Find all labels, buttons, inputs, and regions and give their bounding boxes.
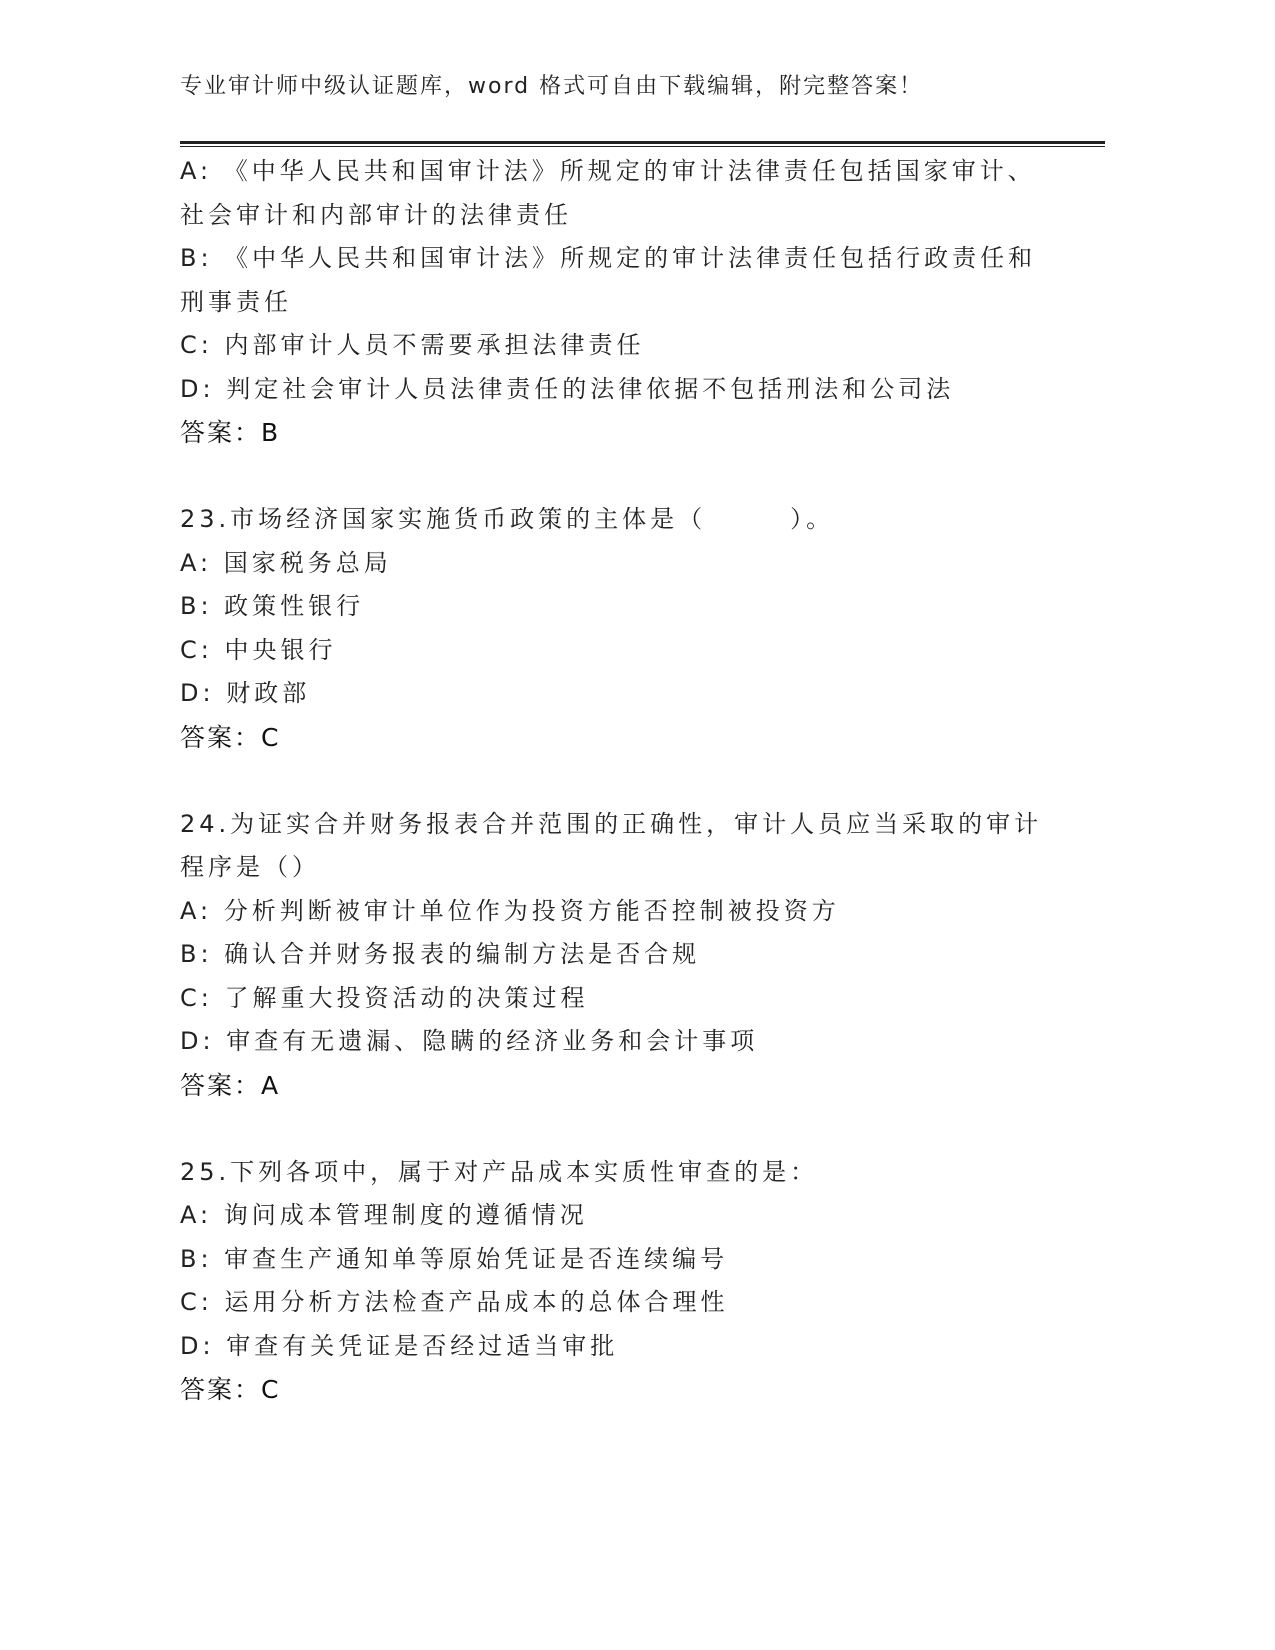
option-b-line-1: B: 《中华人民共和国审计法》所规定的审计法律责任包括行政责任和 [180, 244, 1037, 272]
header-rule-thin [180, 146, 1105, 147]
spacer [180, 1107, 1080, 1151]
answer: 答案：C [180, 1375, 281, 1404]
question-24 [180, 803, 1080, 1108]
spacer [180, 455, 1080, 499]
option-a-line-1: A: 《中华人民共和国审计法》所规定的审计法律责任包括国家审计、 [180, 157, 1036, 185]
question-25 [180, 1151, 1080, 1412]
document-body [180, 150, 1080, 1412]
answer: 答案：A [180, 1070, 281, 1100]
option-b: B: 审查生产通知单等原始凭证是否连续编号 [180, 1244, 729, 1273]
option-c: C: 运用分析方法检查产品成本的总体合理性 [180, 1288, 729, 1316]
option-a: A: 国家税务总局 [180, 548, 392, 577]
option-a: A: 询问成本管理制度的遵循情况 [180, 1201, 588, 1229]
question-23 [180, 498, 1080, 759]
question-stem: 23.市场经济国家实施货币政策的主体是（ ）。 [180, 505, 835, 533]
question-stem-line-1: 24.为证实合并财务报表合并范围的正确性，审计人员应当采取的审计 [180, 809, 1043, 838]
option-a: A: 分析判断被审计单位作为投资方能否控制被投资方 [180, 896, 840, 925]
answer: 答案：C [180, 722, 281, 752]
option-d: D: 审查有关凭证是否经过适当审批 [180, 1331, 619, 1360]
question-stem: 25.下列各项中，属于对产品成本实质性审查的是： [180, 1157, 819, 1186]
question-stem-line-2: 程序是（） [180, 853, 320, 881]
answer: 答案：B [180, 418, 281, 447]
option-b-line-2: 刑事责任 [180, 287, 292, 316]
spacer [180, 759, 1080, 803]
option-d: D: 审查有无遗漏、隐瞒的经济业务和会计事项 [180, 1027, 759, 1055]
option-d: D: 财政部 [180, 679, 311, 707]
question-22 [180, 150, 1080, 455]
header-rule-thick [180, 141, 1105, 144]
option-d: D: 判定社会审计人员法律责任的法律依据不包括刑法和公司法 [180, 374, 955, 403]
option-c: C: 中央银行 [180, 635, 337, 664]
option-c: C: 内部审计人员不需要承担法律责任 [180, 331, 645, 359]
option-a-line-2: 社会审计和内部审计的法律责任 [180, 200, 572, 229]
page-header: 专业审计师中级认证题库，word 格式可自由下载编辑，附完整答案！ [180, 74, 924, 99]
option-c: C: 了解重大投资活动的决策过程 [180, 983, 589, 1012]
option-b: B: 确认合并财务报表的编制方法是否合规 [180, 940, 701, 968]
option-b: B: 政策性银行 [180, 592, 365, 620]
